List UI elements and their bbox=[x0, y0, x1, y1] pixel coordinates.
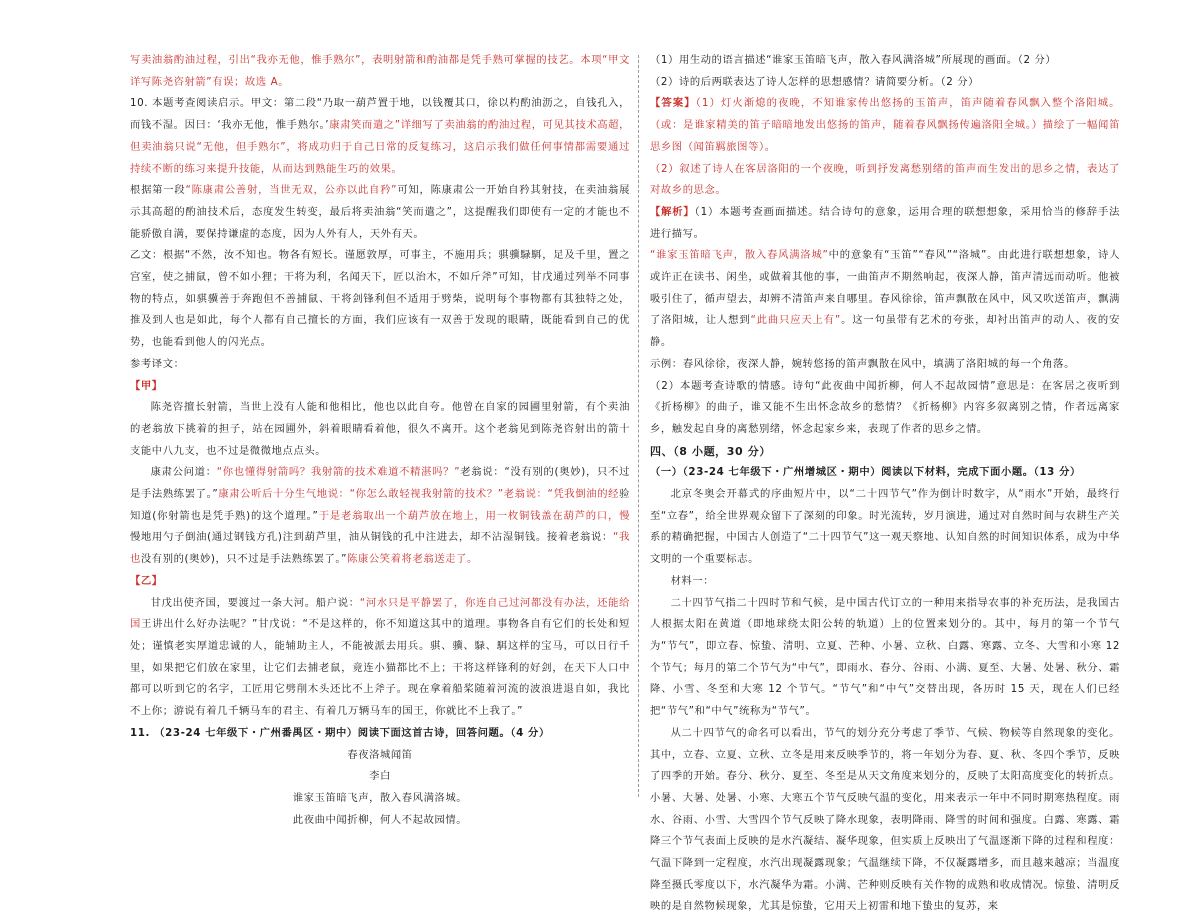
analysis-paragraph-1 bbox=[650, 202, 1120, 245]
poem-title: 春夜洛城闻笛 bbox=[347, 748, 413, 761]
analysis-1b-text: 中的意象有“玉笛”“春风”“洛城”。由此进行联想想象，诗人或许正在读书、闲坐，或做着其他的事，一曲笛声不期然响起，夜深人静，笛声清远而动听。他被吸引住了，循声望去，却辨不清笛声来自哪里。春风徐徐，笛声飘散在风中，风又吹送笛声，飘满了洛阳城，让人想到 bbox=[650, 249, 1121, 327]
poem-line-1: 谁家玉笛暗飞声，散入春风满洛城。 bbox=[292, 791, 468, 804]
answer-paragraph-2: （2）叙述了诗人在客居洛阳的一个夜晚，听到抒发离愁别绪的笛声而生发出的思乡之情，表达了对故乡的思念。 bbox=[650, 162, 1120, 197]
answer-explanation-paragraph bbox=[130, 50, 630, 93]
analysis-quote-red-1: “谁家玉笛暗飞声，散入春风满洛城” bbox=[650, 249, 829, 262]
yi-p1-b: 王讲出什么好办法呢？”甘戊说：“不是这样的，你不知道这其中的道理。事物各自有它们的长处和短处；谨慎老实厚道忠诚的人，能辅助主人，不能被派去用兵。骐、骥、騄、駬这样的宝马，可以日行千里，如果把它们放在家里，让它们去捕老鼠，竟连小猫都比不上；干将这样锋利的好剑，在天下人口中都可以听到它的名字，工匠用它劈削木头还比不上斧子。现在拿着船桨随着河流的波浪进退自如，我比不上你；游说有着几千辆马车的君主、有着几万辆马车的国王，你就比不上我了。” bbox=[130, 618, 630, 718]
jia-p2-b: 老翁说：“没有别的(奥妙)，只不过是手法熟练罢了。” bbox=[130, 466, 630, 501]
question-10-paragraph-2 bbox=[130, 180, 630, 245]
jia-p2-a: 康肃公问道： bbox=[150, 466, 217, 479]
jia-p2-red4: “我也 bbox=[130, 531, 630, 566]
answer-label: 【答案】 bbox=[650, 97, 696, 110]
analysis-quote-red-2: “此曲只应天上有” bbox=[750, 314, 841, 327]
poem-author: 李白 bbox=[369, 770, 391, 783]
reading-paragraph-1: 北京冬奥会开幕式的序曲短片中，以“二十四节气”作为倒计时数字，从“雨水”开始，最终行至“立春”，给全世界观众留下了深刻的印象。时光流转，岁月演进，通过对自然时间与农耕生产关系的精确把握，中国古人创造了“二十四节气”这一观天察地、认知自然的时间知识体系，成为中华文明的一个重要标志。 bbox=[650, 488, 1120, 566]
section-jia-label: 【甲】 bbox=[130, 379, 163, 392]
q10-text-a: 10. 本题考查阅读启示。甲文：第二段“乃取一葫芦置于地，以钱覆其口，徐以杓酌油沥之，自钱孔入，而钱不湿。因曰：‘我亦无他，惟手熟尔。’ bbox=[130, 97, 630, 132]
right-column bbox=[650, 50, 1120, 918]
question-10-paragraph bbox=[130, 93, 630, 180]
jia-p2-red3: 于是老翁取出一个葫芦放在地上，用一枚铜钱盖在葫芦的口，慢 bbox=[318, 509, 630, 522]
q10-quote-red-2: “陈康肃公善射，当世无双，公亦以此自矜” bbox=[185, 184, 398, 197]
section-4-heading: 四、（8 小题，30 分） bbox=[650, 444, 771, 458]
analysis-paragraph-1b bbox=[650, 245, 1120, 354]
jia-p2-e: 没有别的(奥妙)，只不过是手法熟练罢了。” bbox=[140, 553, 348, 566]
reading-paragraph-3: 从二十四节气的命名可以看出，节气的划分充分考虑了季节、气候、物候等自然现象的变化。其中，立春、立夏、立秋、立冬是用来反映季节的，将一年划分为春、夏、秋、冬四个季节，反映了四季的开始。春分、秋分、夏至、冬至是从天文角度来划分的，反映了太阳高度变化的转折点。小暑、大暑、处暑、小寒、大寒五个节气反映气温的变化，用来表示一年中不同时期寒热程度。雨水、谷雨、小雪、大雪四个节气反映了降水现象，表明降雨、降雪的时间和强度。白露、寒露、霜降三个节气表面上反映的是水汽凝结、凝华现象，但实质上反映出了气温逐渐下降的过程和程度：气温下降到一定程度，水汽出现凝露现象；气温继续下降，不仅凝露增多，而且越来越凉；当温度降至摄氏零度以下，水汽凝华为霜。小满、芒种则反映有关作物的成熟和收成情况。惊蛰、清明反映的是自然物候现象，尤其是惊蛰，它用天上初雷和地下蛰虫的复苏，来 bbox=[650, 726, 1120, 913]
analysis-1-text: （1）本题考查画面描述。结合诗句的意象，运用合理的联想想象，采用恰当的修辞手法进行描写。 bbox=[650, 205, 1120, 240]
subsection-1-heading: （一）（23-24 七年级下・广州增城区・期中）阅读以下材料，完成下面小题。（13 分） bbox=[650, 466, 1081, 479]
left-column bbox=[130, 50, 630, 831]
jia-p2-red2: 康肃公听后十分生气地说：“你怎么敢轻视我射箭的技术？”老翁说：“凭我倒油的经 bbox=[218, 488, 620, 501]
q10-quote-red: 康肃笑而遣之” bbox=[329, 119, 401, 132]
question-10-paragraph-3: 乙文：根据“不然，汝不知也。物各有短长。谨愿敦厚，可事主，不施用兵；骐骥騄駬，足及千里，置之宫室，使之捕鼠，曾不如小狸；干将为利，名闻天下，匠以治木，不如斤斧”可知，甘戊通过列举不同事物的特点，如骐骥善于奔跑但不善捕鼠、干将剑锋利但不适用于劈柴，说明每个事物都有其独特之处，推及到人也是如此，每个人都有自己擅长的方面，我们应该有一双善于发现的眼睛，既能看到自己的优势，也能看到他人的闪光点。 bbox=[130, 249, 630, 349]
q10-text-c2: 可知，陈康肃公一开始自矜其射技，在卖油翁展示其高超的酌油技术后，态度发生转变，最后将卖油翁“笑而遣之”，这提醒我们即使有一定的才能也不能骄傲自满，要保持谦虚的态度，因为人外有人，天外有天。 bbox=[130, 184, 630, 240]
jia-p2-red1: “你也懂得射箭吗？我射箭的技术难道不精湛吗？” bbox=[216, 466, 461, 479]
sub-question-2: （2）诗的后两联表达了诗人怎样的思想感情？请简要分析。（2 分） bbox=[650, 75, 980, 88]
yi-p1-red: “河水只是平静罢了，你连自己过河都没有办法，还能给国 bbox=[130, 596, 630, 631]
analysis-paragraph-2: （2）本题考查诗歌的情感。诗句“此夜曲中闻折柳，何人不起故园情”意思是：在客居之夜听到《折杨柳》的曲子，谁又能不生出怀念故乡的愁情？《折杨柳》内容多叙离别之情，作者远离家乡，触发起自身的离愁别绪，怀念起家乡来，表现了作者的思乡之情。 bbox=[650, 379, 1120, 435]
material-1-label: 材料一： bbox=[670, 574, 715, 587]
poem-line-2: 此夜曲中闻折柳，何人不起故园情。 bbox=[292, 813, 468, 826]
q10-text-b: 详细写了卖油翁的酌油过程，可见其技术高超，但卖油翁只说“无他，但手熟尔”，将成功归于自己日常的反复练习，这启示我们做任何事情都需要通过持续不断的练习来提升技能，从而达到熟能生巧的效果。 bbox=[130, 119, 630, 175]
yi-paragraph-1 bbox=[130, 593, 630, 723]
column-divider bbox=[638, 55, 639, 797]
jia-paragraph-2 bbox=[130, 462, 630, 571]
section-yi-label: 【乙】 bbox=[130, 574, 163, 587]
jia-p2-red5: 陈康公笑着将老翁送走了。 bbox=[347, 553, 478, 566]
jia-paragraph-1: 陈尧咨擅长射箭，当世上没有人能和他相比，他也以此自夸。他曾在自家的园圃里射箭，有个卖油的老翁放下挑着的担子，站在园圃外，斜着眼睛看着他，很久不离开。这个老翁见到陈尧咨射出的箭十支能中八九支，也不过是微微地点点头。 bbox=[130, 401, 630, 457]
answer-paragraph-1 bbox=[650, 93, 1120, 158]
sub-question-1: （1）用生动的语言描述“谁家玉笛暗飞声，散入春风满洛城”所展现的画面。（2 分） bbox=[650, 54, 1057, 66]
yi-p1-a: 甘戊出使齐国，要渡过一条大河。船户说： bbox=[150, 596, 360, 609]
answer-1-text: （1）灯火渐熄的夜晚，不知谁家传出悠扬的玉笛声，笛声随着春风飘入整个洛阳城。（或：是谁家精美的笛子暗暗地发出悠扬的笛声，随着春风飘扬传遍洛阳全城。）描绘了一幅闻笛思乡图（闻笛羁旅图等）。 bbox=[650, 97, 1121, 153]
example-paragraph: 示例：春风徐徐，夜深人静，婉转悠扬的笛声飘散在风中，填满了洛阳城的每一个角落。 bbox=[650, 357, 1075, 370]
jia-p2-d: 慢地用勺子倒油(通过钢钱方孔)注到葫芦里，油从铜钱的孔中注进去，却不沾湿铜钱。接着老翁说： bbox=[130, 531, 614, 544]
q10-text-c1: 根据第一段 bbox=[130, 184, 186, 197]
reference-translation-label: 参考译文： bbox=[130, 357, 185, 370]
reading-paragraph-2: 二十四节气指二十四时节和气候，是中国古代订立的一种用来指导农事的补充历法，是我国古人根据太阳在黄道（即地球绕太阳公转的轨道）上的位置来划分的。其中，每月的第一个节气为“节气”，即立春、惊蛰、清明、立夏、芒种、小暑、立秋、白露、寒露、立冬、大雪和小寒 12 个节气；每月的第二个节气为“中气”，即雨水、春分、谷雨、小满、夏至、大暑、处暑、秋分、霜降、小雪、冬至和大寒 12 个节气。“节气”和“中气”交替出现，各历时 15 天，现在人们已经把“节气”和“中气”统称为“节气”。 bbox=[650, 596, 1120, 718]
analysis-label: 【解析】 bbox=[650, 205, 695, 218]
answer-explanation-text: 写卖油翁酌油过程，引出“我亦无他，惟手熟尔”，表明射箭和酌油都是凭手熟可掌握的技艺。本项“甲文详写陈尧咨射箭”有误；故选 A。 bbox=[130, 54, 630, 88]
question-11-heading: 11. （23-24 七年级下・广州番禺区・期中）阅读下面这首古诗，回答问题。（4 分） bbox=[130, 726, 550, 739]
jia-p2-c: 验知道(你射箭也是凭手熟)的这个道理。” bbox=[130, 488, 630, 522]
analysis-1c-text: 。这一句虽带有艺术的夸张，却衬出笛声的动人、夜的安静。 bbox=[650, 314, 1121, 349]
